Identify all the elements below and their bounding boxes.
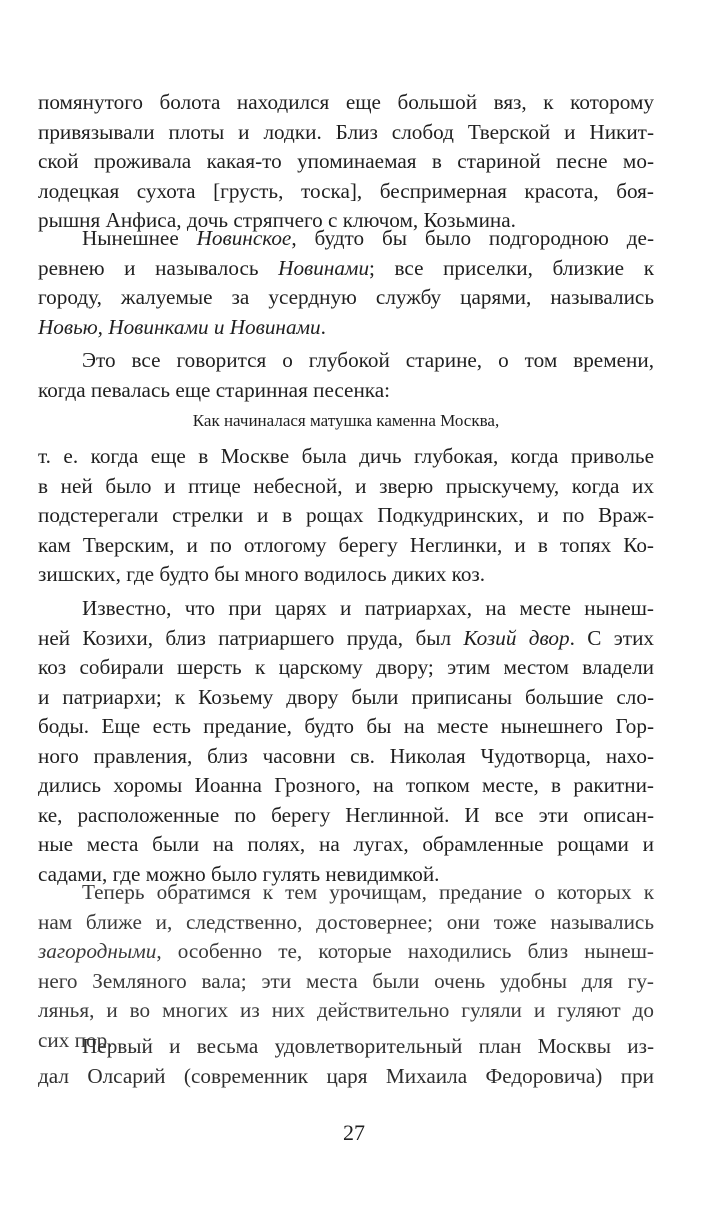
- text-line: [38, 624, 654, 654]
- text-line: садами, где можно было гулять невидимкой.: [38, 861, 440, 886]
- text-line: подстерегали стрелки и в рощах Подкудринских, и по Враж-: [38, 503, 654, 527]
- italic-term: Новью, Новинками и Новинами: [38, 314, 321, 339]
- text-run: Нынешнее: [82, 226, 197, 250]
- text-line: Это все говорится о глубокой старине, о том времени,: [82, 348, 654, 372]
- text-line: ке, расположенные по берегу Неглинной. И все эти описан-: [38, 802, 654, 827]
- paragraph-5: [38, 594, 654, 889]
- text-run: ней Козихи, близ патриаршего пруда, был: [38, 625, 464, 650]
- text-line: сих пор.: [38, 1027, 113, 1052]
- text-run: ; все приселки, близкие к: [369, 255, 654, 280]
- text-run: , особенно те, которые находились близ нынеш-: [156, 939, 654, 963]
- text-line: помянутого болота находился еще большой вяз, к которому: [38, 90, 654, 114]
- text-run: ревнею и называлось: [38, 255, 279, 280]
- italic-term: загородными: [38, 939, 157, 963]
- italic-term: Козий двор: [463, 625, 570, 650]
- text-line: т. е. когда еще в Москве была дичь глубокая, когда приволье: [38, 444, 654, 468]
- text-line: дал Олсарий (современник царя Михаила Федоровича) при: [38, 1063, 654, 1088]
- text-line: зишских, где будто бы много водилось диких коз.: [38, 562, 486, 586]
- text-line: кам Тверским, и по отлогому берегу Неглинки, и в топях Ко-: [38, 532, 654, 557]
- paragraph-2: [38, 224, 654, 342]
- text-run: , будто бы было подгородною де-: [291, 226, 654, 250]
- text-line: привязывали плоты и лодки. Близ слобод Тверской и Никит-: [38, 119, 654, 144]
- text-line: Известно, что при царях и патриархах, на месте нынеш-: [82, 596, 654, 620]
- text-line: ные места были на полях, на лугах, обрамленные рощами и: [38, 832, 654, 856]
- paragraph-6: [38, 878, 654, 1055]
- text-line: [38, 224, 654, 254]
- text-line: ской проживала какая-то упоминаемая в стариной песне мо-: [38, 149, 654, 173]
- paragraph-7: [38, 1032, 654, 1091]
- text-line: ного правления, близ часовни св. Николая Чудотворца, нахо-: [38, 743, 654, 768]
- text-line: Теперь обратимся к тем урочищам, предание о которых к: [82, 880, 654, 904]
- text-line: лянья, и во многих из них действительно гуляли и гуляют до: [38, 998, 654, 1022]
- text-line: в ней было и птице небесной, и зверю прыскучему, когда их: [38, 473, 654, 498]
- text-line: и патриархи; к Козьему двору были приписаны большие сло-: [38, 684, 654, 709]
- song-verse: Как начиналася матушка каменна Москва,: [192, 411, 500, 430]
- paragraph-1: [38, 88, 654, 236]
- text-line: [38, 937, 654, 967]
- text-line: городу, жалуемые за усердную службу царями, назывались: [38, 285, 654, 309]
- text-line: лодецкая сухота [грусть, тоска], беспримерная красота, боя-: [38, 178, 654, 203]
- text-line: коз собирали шерсть к царскому двору; этим местом владели: [38, 655, 654, 679]
- text-line: дились хоромы Иоанна Грозного, на топком месте, в ракитни-: [38, 773, 654, 797]
- text-line: когда певалась еще старинная песенка:: [38, 377, 391, 402]
- italic-term: Новинское: [196, 226, 292, 250]
- paragraph-4: [38, 442, 654, 590]
- italic-term: Новинами: [278, 255, 370, 280]
- text-line: нам ближе и, следственно, достовернее; они тоже назывались: [38, 909, 654, 934]
- text-line: него Земляного вала; эти места были очень удобны для гу-: [38, 968, 654, 993]
- page-number: 27: [343, 1120, 365, 1145]
- text-line: [38, 313, 654, 343]
- text-run: .: [320, 314, 326, 339]
- text-line: рышня Анфиса, дочь стряпчего с ключом, Козьмина.: [38, 208, 516, 232]
- text-run: . С этих: [569, 625, 654, 650]
- paragraph-3: [38, 346, 654, 405]
- text-line: Первый и весьма удовлетворительный план Москвы из-: [82, 1034, 654, 1058]
- text-line: [38, 254, 654, 284]
- text-line: боды. Еще есть предание, будто бы на месте нынешнего Гор-: [38, 714, 654, 738]
